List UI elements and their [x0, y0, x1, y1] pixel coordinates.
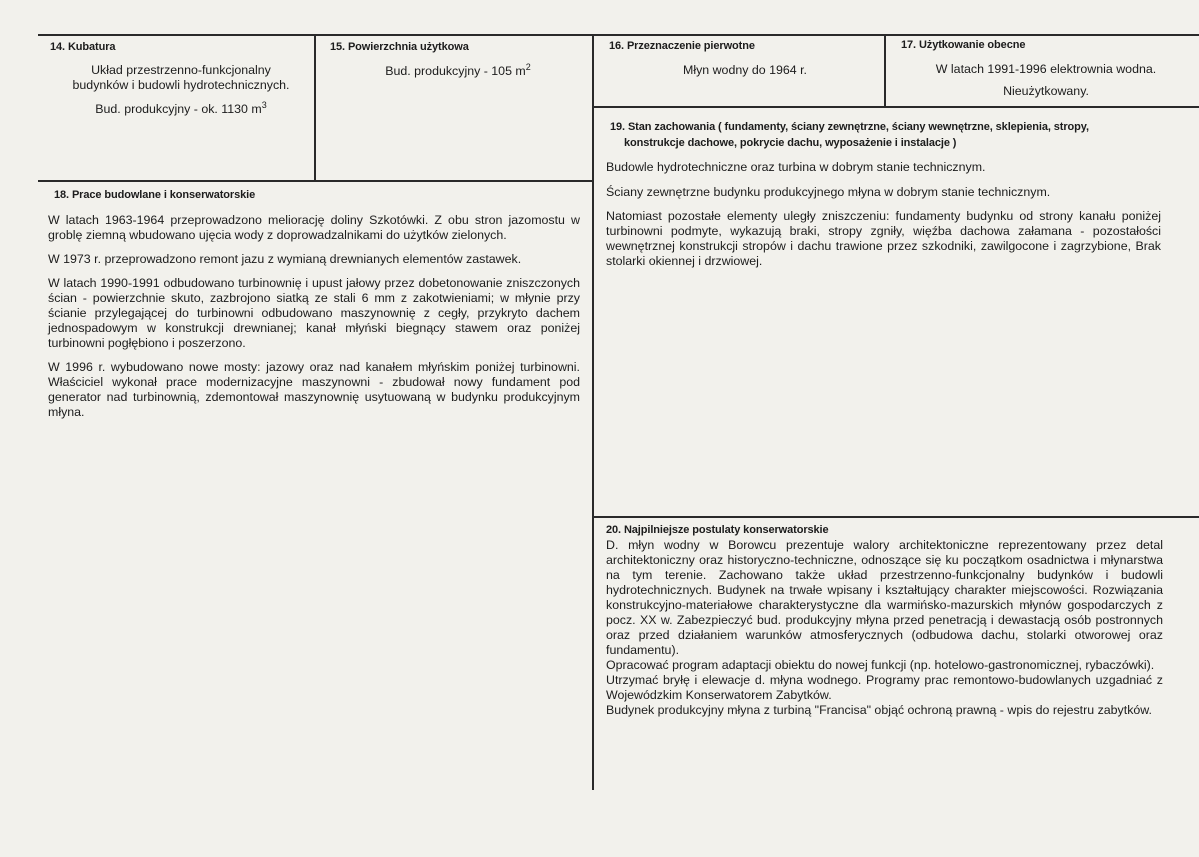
section-text-line: budynków i budowli hydrotechnicznych.: [72, 78, 290, 92]
section-paragraph: Budynek produkcyjny młyna z turbiną "Francisa" objąć ochroną prawną - wpis do rejestru zabytków.: [606, 703, 1152, 717]
section-paragraph: Natomiast pozostałe elementy uległy zniszczeniu: fundamenty budynku od strony kanału poniżej turbinowni podmyte, wykazują braki, stropy zgniły, więźba dachowa załamana - pozostałości wewnętrznej konstrukcji stropów i dachu trawione przez szkodniki, zawilgocone i zagrzybione, Brak stolarki okiennej i drzwiowej.: [606, 209, 1161, 268]
section-paragraph: D. młyn wodny w Borowcu prezentuje walory architektoniczne reprezentowany przez detal architektoniczny oraz historyczno-techniczne, odnoszące się ku początkom osadnictwa i młynarstwa na tym terenie. Zachowano także układ przestrzenno-funkcjonalny budynków i budowli hydrotechnicznych. Budynek na trwałe wpisany i kształtujący charakter miejscowości. Rozwiązania konstrukcyjno-materiałowe charakterystyczne dla warmińsko-mazurskich młynów gospodarczych z pocz. XX w. Zabezpieczyć bud. produkcyjny młyna przed penetracją i dewastacją osób postronnych oraz przed działaniem warunków atmosferycznych (odbudowa dachu, stolarki otworowej oraz fundamentu).: [606, 538, 1163, 657]
section-19-state-of-preservation: [606, 120, 1161, 269]
section-text-line: Układ przestrzenno-funkcjonalny: [91, 63, 271, 77]
section-title: 17. Użytkowanie obecne: [901, 39, 1026, 51]
section-paragraph: Utrzymać bryłę i elewacje d. młyna wodnego. Programy prac remontowo-budowlanych uzgadniać z Wojewódzkim Konserwatorem Zabytków.: [606, 673, 1163, 702]
section-value: [330, 61, 586, 79]
section-title: 19. Stan zachowania ( fundamenty, ściany zewnętrzne, ściany wewnętrzne, sklepienia, stropy,: [610, 121, 1089, 133]
unit-exponent: 2: [525, 61, 531, 72]
section-20-conservation-postulates: [606, 523, 1163, 718]
section-paragraph: Budowle hydrotechniczne oraz turbina w dobrym stanie technicznym.: [606, 160, 986, 174]
section-14-volume: [50, 40, 312, 117]
section-17-current-use: [901, 38, 1191, 99]
divider-line: [592, 106, 1199, 108]
divider-line: [592, 34, 594, 790]
section-title: 15. Powierzchnia użytkowa: [330, 41, 469, 53]
unit-exponent: 3: [261, 99, 267, 110]
top-border-line: [38, 34, 1199, 36]
section-title: 20. Najpilniejsze postulaty konserwatorskie: [606, 524, 829, 536]
divider-line: [884, 34, 886, 107]
section-18-construction-works: [48, 188, 580, 420]
volume-value: Bud. produkcyjny - ok. 1130 m: [95, 102, 262, 116]
divider-line: [314, 34, 316, 181]
section-paragraph: Opracować program adaptacji obiektu do nowej funkcji (np. hotelowo-gastronomicznej, rybaczówki).: [606, 658, 1155, 672]
section-text-line: Nieużytkowany.: [1003, 84, 1089, 98]
section-value: [50, 99, 312, 117]
section-value: Młyn wodny do 1964 r.: [683, 63, 807, 77]
section-title: 18. Prace budowlane i konserwatorskie: [54, 189, 256, 201]
section-paragraph: W latach 1963-1964 przeprowadzono meliorację doliny Szkotówki. Z obu stron jazomostu w groblę ziemną wbudowano ujęcia wody z doprowadzalnikami do użytków zielonych.: [48, 213, 580, 242]
section-title-continued: konstrukcje dachowe, pokrycie dachu, wyposażenie i instalacje ): [624, 137, 957, 149]
section-16-original-purpose: [609, 39, 881, 78]
section-paragraph: W 1996 r. wybudowano nowe mosty: jazowy oraz nad kanałem młyńskim poniżej turbinowni. Właściciel wykonał prace modernizacyjne maszynowni - zbudował nowy fundament pod generator nad turbinownią, zdemontował maszynownię usytuowaną w budynku produkcyjnym młyna.: [48, 360, 580, 419]
section-paragraph: W 1973 r. przeprowadzono remont jazu z wymianą drewnianych elementów zastawek.: [48, 252, 522, 266]
section-15-usable-area: [330, 40, 586, 79]
section-paragraph: Ściany zewnętrzne budynku produkcyjnego młyna w dobrym stanie technicznym.: [606, 185, 1051, 199]
section-text-line: W latach 1991-1996 elektrownia wodna.: [935, 62, 1157, 76]
section-title: 14. Kubatura: [50, 41, 116, 53]
section-title: 16. Przeznaczenie pierwotne: [609, 40, 755, 52]
area-value: Bud. produkcyjny - 105 m: [385, 64, 526, 78]
divider-line: [592, 516, 1199, 518]
section-paragraph: W latach 1990-1991 odbudowano turbinownię i upust jałowy przez dobetonowanie zniszczonych ścian - powierzchnie skuto, zazbrojono siatką ze stali 6 mm z zakotwieniami; w młynie przy ścianie przylegającej do turbinowni odbudowano maszynownię z cegły, przykryto dachem jednospadowym w konstrukcji drewnianej; kanał młyński biegnący stawem oraz poniżej turbinowni pogłębiono i poszerzono.: [48, 276, 580, 350]
